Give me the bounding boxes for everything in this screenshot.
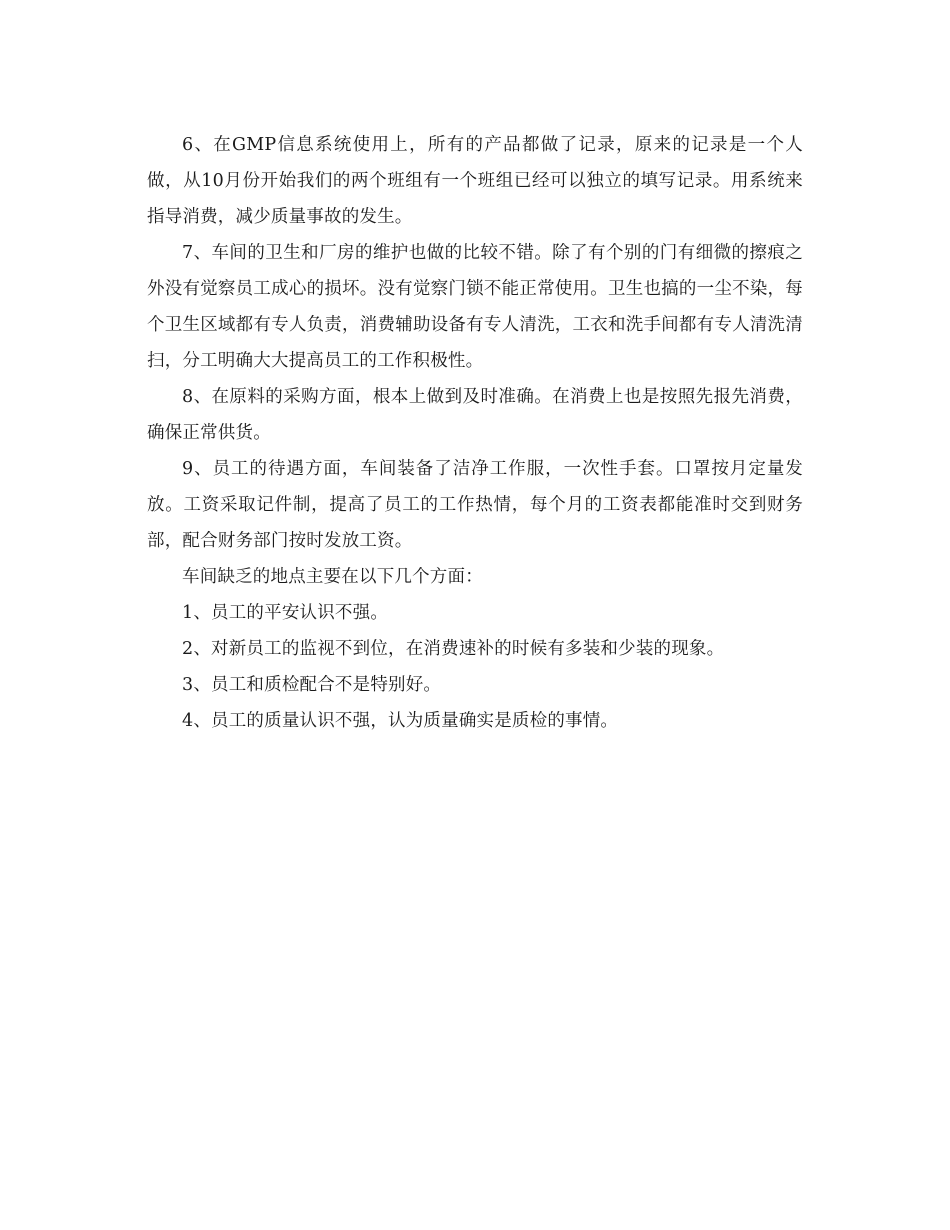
paragraph-item-6: 6、在GMP信息系统使用上，所有的产品都做了记录，原来的记录是一个人做，从10月份开始我们的两个班组有一个班组已经可以独立的填写记录。用系统来指导消费，减少质量事故的发生。 bbox=[147, 135, 803, 227]
shortcoming-item-1: 1、员工的平安认识不强。 bbox=[182, 603, 389, 623]
paragraph-item-9: 9、员工的待遇方面，车间装备了洁净工作服，一次性手套。口罩按月定量发放。工资采取记件制，提高了员工的工作热情，每个月的工资表都能准时交到财务部，配合财务部门按时发放工资。 bbox=[147, 459, 803, 551]
paragraph-item-8: 8、在原料的采购方面，根本上做到及时准确。在消费上也是按照先报先消费，确保正常供货。 bbox=[147, 387, 803, 443]
shortcomings-heading: 车间缺乏的地点主要在以下几个方面： bbox=[182, 567, 483, 587]
paragraph-item-7: 7、车间的卫生和厂房的维护也做的比较不错。除了有个别的门有细微的擦痕之外没有觉察员工成心的损坏。没有觉察门锁不能正常使用。卫生也搞的一尘不染，每个卫生区域都有专人负责，消费辅助设备有专人清洗，工衣和洗手间都有专人清洗清扫，分工明确大大提高员工的工作积极性。 bbox=[147, 243, 803, 371]
shortcoming-item-4: 4、员工的质量认识不强，认为质量确实是质检的事情。 bbox=[182, 711, 619, 731]
shortcoming-item-3: 3、员工和质检配合不是特别好。 bbox=[182, 675, 442, 695]
shortcoming-item-2: 2、对新员工的监视不到位，在消费速补的时候有多装和少装的现象。 bbox=[182, 639, 725, 659]
document-body bbox=[147, 127, 803, 739]
